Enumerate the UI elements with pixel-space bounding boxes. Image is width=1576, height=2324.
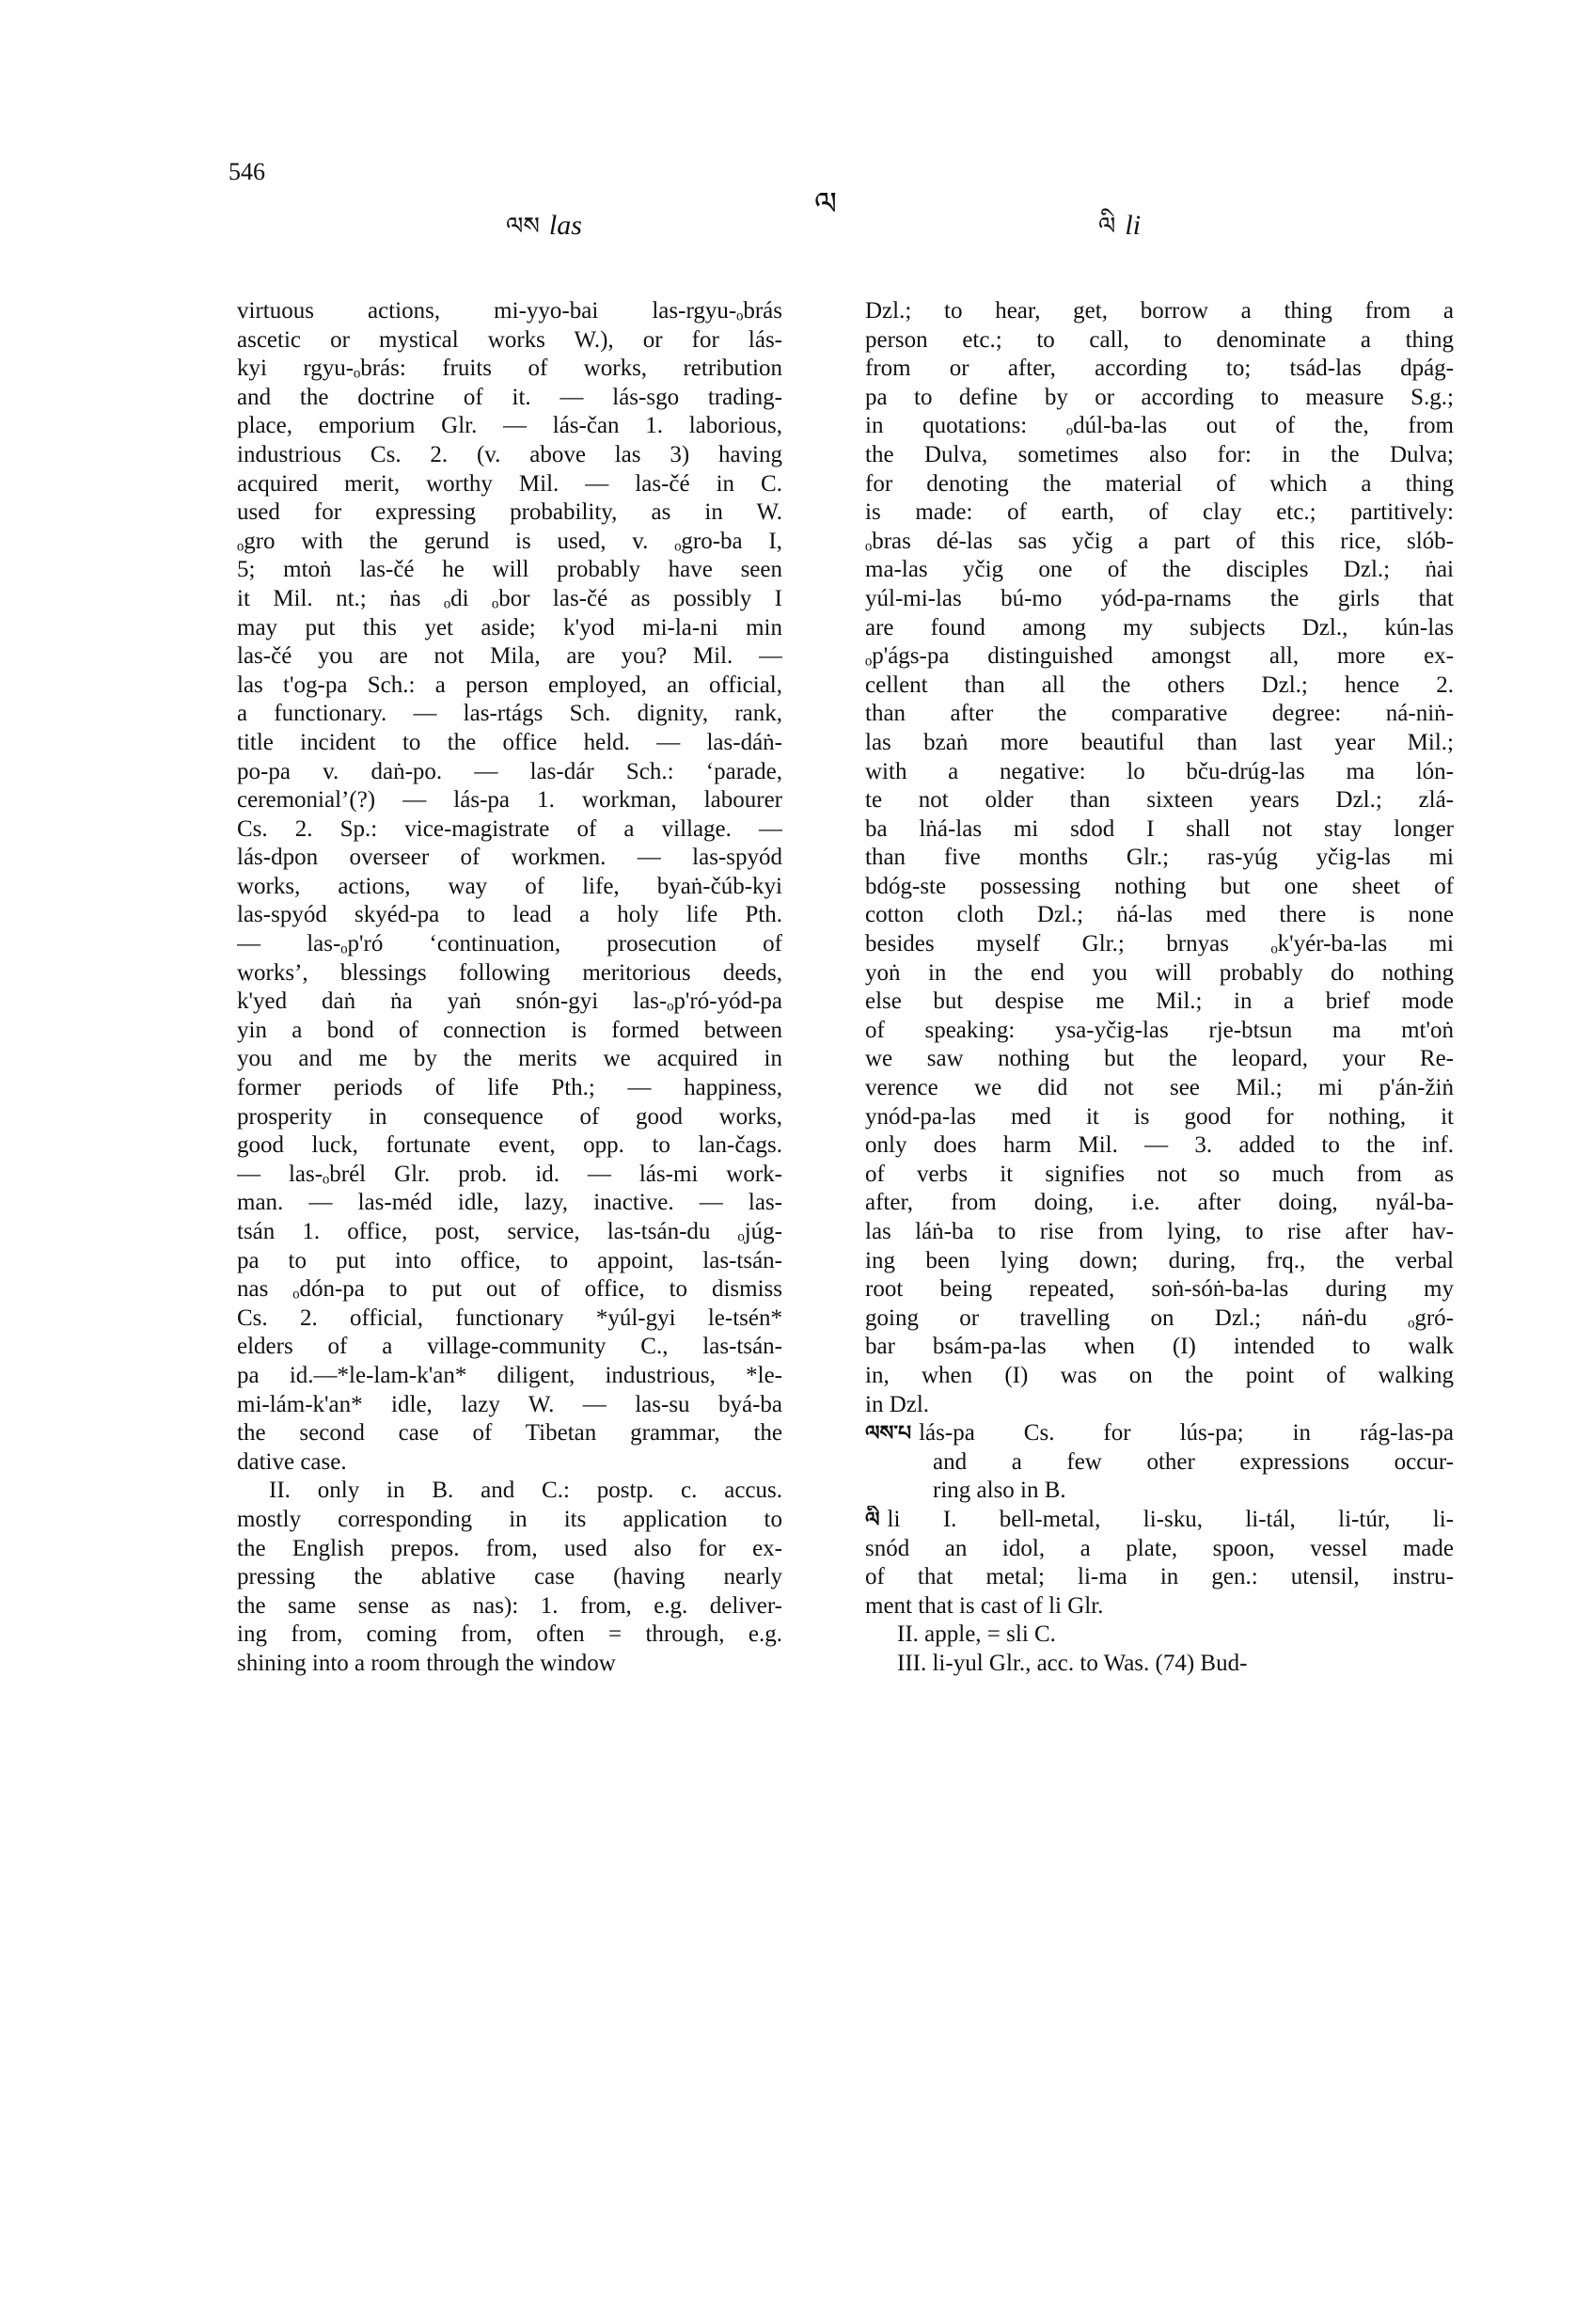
line-text: the second case of Tibetan grammar, the: [237, 1420, 782, 1447]
line-text: lás-pa Cs. for lús-pa; in rág-las-pa: [919, 1420, 1454, 1447]
line-text: industrious Cs. 2. (v. above las 3) having: [237, 441, 782, 467]
line-text: from or after, according to; tsád-las dpág-: [865, 356, 1454, 382]
text-line: [237, 815, 782, 845]
page-number: 546: [229, 158, 265, 185]
line-text: po-pa v. daṅ-po. — las-dár Sch.: ‘parade,: [237, 758, 782, 784]
line-text: pa id.—*le-lam-k'an* diligent, industrious, *le-: [237, 1362, 782, 1388]
line-text: in Dzl.: [865, 1391, 930, 1417]
line-text: the English prepos. from, used also for ex-: [237, 1535, 782, 1561]
text-line: [237, 1563, 782, 1592]
line-text: Cs. 2. official, functionary *yúl-gyi le-tsén*: [237, 1304, 782, 1331]
line-text: cotton cloth Dzl.; ṅá-las med there is none: [865, 902, 1454, 928]
line-text: prosperity in consequence of good works,: [237, 1103, 782, 1130]
line-text: verence we did not see Mil.; mi p'án-žiṅ: [865, 1075, 1454, 1101]
line-text: pressing the ablative case (having nearly: [237, 1564, 782, 1590]
line-text: ma-las yčig one of the disciples Dzl.; ṅai: [865, 557, 1454, 583]
text-line: [865, 355, 1454, 384]
text-line: [865, 672, 1454, 701]
right-guide-tibetan: ལི: [1098, 213, 1116, 241]
line-text: las láṅ-ba to rise from lying, to rise after hav-: [865, 1219, 1454, 1244]
line-text: bdóg-ste possessing nothing but one sheet of: [865, 873, 1454, 899]
line-text: for denoting the material of which a thing: [865, 470, 1454, 497]
text-line: [865, 1477, 1454, 1506]
entry-head-tibetan: ལི: [865, 1508, 880, 1532]
text-line: [237, 528, 782, 557]
text-line: [865, 441, 1454, 470]
line-text: ceremonial’(?) — lás-pa 1. workman, labourer: [237, 787, 782, 814]
text-line: [237, 1074, 782, 1103]
text-line: [237, 1650, 782, 1679]
text-line: [237, 959, 782, 988]
text-line: [865, 1304, 1454, 1334]
text-line: [865, 326, 1454, 356]
line-text: mostly corresponding in its application to: [237, 1506, 782, 1532]
text-line: [865, 959, 1454, 988]
text-line: [237, 614, 782, 643]
line-text: used for expressing probability, as in W.: [237, 499, 782, 526]
line-text: is made: of earth, of clay etc.; partitively:: [865, 499, 1454, 526]
line-text: of speaking: ysa-yčig-las rje-btsun ma mt'oṅ: [865, 1017, 1454, 1043]
text-line: [237, 1218, 782, 1247]
text-line: [237, 1017, 782, 1046]
line-text: yin a bond of connection is formed between: [237, 1017, 782, 1043]
line-text: lás-dpon overseer of workmen. — las-spyód: [237, 845, 782, 871]
line-text: may put this yet aside; k'yod mi-la-ni min: [237, 614, 782, 640]
text-line: [237, 1477, 782, 1506]
text-line: [237, 1535, 782, 1564]
text-line: [237, 1506, 782, 1535]
line-text: tsán 1. office, post, service, las-tsán-du ₒjúg-: [237, 1219, 782, 1244]
left-column: [237, 297, 782, 1679]
left-guide-word: [506, 199, 582, 268]
text-line: [865, 614, 1454, 643]
line-text: ascetic or mystical works W.), or for lás-: [237, 326, 782, 353]
text-line: [237, 1362, 782, 1391]
text-line: [865, 1247, 1454, 1276]
line-text: only does harm Mil. — 3. added to the inf.: [865, 1132, 1454, 1159]
text-line: [237, 786, 782, 815]
text-line: [237, 901, 782, 930]
text-line: [237, 930, 782, 959]
text-line: [237, 1103, 782, 1132]
line-text: going or travelling on Dzl.; náṅ-du ₒgró-: [865, 1304, 1454, 1331]
text-line: [865, 758, 1454, 787]
line-text: yoṅ in the end you will probably do nothing: [865, 959, 1454, 986]
line-text: you and me by the merits we acquired in: [237, 1046, 782, 1072]
line-text: else but despise me Mil.; in a brief mode: [865, 988, 1454, 1015]
line-text: las bzaṅ more beautiful than last year Mil.;: [865, 729, 1454, 755]
text-line: [237, 988, 782, 1017]
line-text: ba lṅá-las mi sdod I shall not stay longer: [865, 815, 1454, 842]
text-line: [237, 1448, 782, 1478]
line-text: II. only in B. and C.: postp. c. accus.: [269, 1478, 782, 1504]
text-line: [865, 729, 1454, 758]
text-line: [865, 1592, 1454, 1621]
line-text: title incident to the office held. — las-dáṅ-: [237, 729, 782, 755]
line-text: of verbs it signifies not so much from as: [865, 1161, 1454, 1187]
line-text: mi-lám-k'an* idle, lazy W. — las-su byá-ba: [237, 1391, 782, 1417]
line-text: person etc.; to call, to denominate a thing: [865, 326, 1454, 353]
line-text: and a few other expressions occur-: [933, 1448, 1454, 1475]
text-line: [865, 873, 1454, 902]
right-column: [865, 297, 1454, 1679]
text-line: [865, 1017, 1454, 1046]
right-guide-word: [1098, 199, 1141, 268]
text-line: [865, 498, 1454, 528]
text-line: [237, 1275, 782, 1304]
text-line: [237, 1189, 782, 1218]
text-line: [237, 873, 782, 902]
line-text: place, emporium Glr. — lás-čan 1. laborious,: [237, 413, 782, 439]
line-text: Dzl.; to hear, get, borrow a thing from a: [865, 298, 1454, 324]
line-text: Cs. 2. Sp.: vice-magistrate of a village. —: [237, 815, 782, 842]
line-text: acquired merit, worthy Mil. — las-čé in C.: [237, 470, 782, 497]
line-text: it Mil. nt.; ṅas ₒdi ₒbor las-čé as possibly I: [237, 585, 782, 611]
text-line: [237, 470, 782, 499]
text-line: [865, 930, 1454, 959]
line-text: 5; mtoṅ las-čé he will probably have seen: [237, 557, 782, 583]
text-line: [865, 1333, 1454, 1362]
text-line: [865, 1563, 1454, 1592]
text-line: [237, 1247, 782, 1276]
line-text: than after the comparative degree: ná-niṅ-: [865, 701, 1454, 727]
text-line: [237, 844, 782, 873]
text-line: [237, 1391, 782, 1420]
text-line: [865, 297, 1454, 326]
line-text: ing been lying down; during, frq., the verbal: [865, 1247, 1454, 1273]
line-text: ₒgro with the gerund is used, v. ₒgro-ba I,: [237, 528, 782, 554]
text-line: [865, 700, 1454, 729]
line-text: of that metal; li-ma in gen.: utensil, instru-: [865, 1564, 1454, 1590]
text-line: [237, 729, 782, 758]
text-line: [237, 1620, 782, 1650]
text-line: [865, 1535, 1454, 1564]
line-text: good luck, fortunate event, opp. to lan-čags.: [237, 1132, 782, 1159]
entry-head-tibetan: ལས་པ: [865, 1422, 912, 1447]
line-text: works, actions, way of life, byaṅ-čúb-kyi: [237, 873, 782, 899]
text-line: [237, 758, 782, 787]
text-line: [865, 901, 1454, 930]
text-line: [865, 1362, 1454, 1391]
line-text: k'yed daṅ ṅa yaṅ snón-gyi las-ₒp'ró-yód-pa: [237, 988, 782, 1015]
text-line: [865, 1275, 1454, 1304]
text-line: [865, 1448, 1454, 1478]
line-text: nas ₒdón-pa to put out of office, to dismiss: [237, 1276, 782, 1303]
line-text: dative case.: [237, 1448, 347, 1475]
line-text: shining into a room through the window: [237, 1650, 616, 1676]
text-line: [865, 1161, 1454, 1190]
text-line: [865, 1650, 1454, 1679]
text-line: [865, 1620, 1454, 1650]
line-text: with a negative: lo bču-drúg-las ma lón-: [865, 758, 1454, 784]
line-text: cellent than all the others Dzl.; hence 2.: [865, 672, 1454, 698]
text-line: [237, 585, 782, 614]
text-line: [865, 1189, 1454, 1218]
text-line: [865, 988, 1454, 1017]
line-text: ₒp'ágs-pa distinguished amongst all, more ex-: [865, 643, 1454, 670]
text-line: [865, 585, 1454, 614]
line-text: ₒbras dé-las sas yčig a part of this rice, slób-: [865, 528, 1454, 554]
text-line: [237, 672, 782, 701]
text-line: [865, 1045, 1454, 1074]
line-text: we saw nothing but the leopard, your Re-: [865, 1046, 1454, 1072]
line-text: II. apple, = sli C.: [897, 1621, 1056, 1648]
line-text: ynód-pa-las med it is good for nothing, it: [865, 1103, 1454, 1130]
line-text: pa to define by or according to measure S.g.;: [865, 384, 1454, 410]
text-line: [237, 498, 782, 528]
text-line: [237, 412, 782, 441]
line-text: pa to put into office, to appoint, las-tsán-: [237, 1247, 782, 1273]
text-line: [865, 1218, 1454, 1247]
line-text: the Dulva, sometimes also for: in the Dulva;: [865, 441, 1454, 467]
text-line: [865, 556, 1454, 585]
left-guide-latin: las: [548, 210, 582, 241]
line-text: former periods of life Pth.; — happiness,: [237, 1075, 782, 1101]
text-line: [865, 412, 1454, 441]
text-line: [237, 297, 782, 326]
text-line: [865, 384, 1454, 413]
text-line: [865, 1131, 1454, 1161]
line-text: yúl-mi-las bú-mo yód-pa-rnams the girls that: [865, 585, 1454, 611]
right-guide-latin: li: [1125, 210, 1142, 241]
text-line: [237, 441, 782, 470]
line-text: III. li-yul Glr., acc. to Was. (74) Bud-: [897, 1650, 1248, 1676]
line-text: are found among my subjects Dzl., kún-las: [865, 614, 1454, 640]
line-text: in quotations: ₒdúl-ba-las out of the, from: [865, 413, 1454, 439]
line-text: — las-ₒp'ró ‘continuation, prosecution of: [237, 931, 782, 957]
text-line: [237, 1161, 782, 1190]
line-text: te not older than sixteen years Dzl.; zlá-: [865, 787, 1454, 814]
text-line: [237, 1045, 782, 1074]
line-text: las-spyód skyéd-pa to lead a holy life Pth.: [237, 902, 782, 928]
line-text: las t'og-pa Sch.: a person employed, an official,: [237, 672, 782, 698]
text-line: [237, 384, 782, 413]
text-line: [237, 1333, 782, 1362]
line-text: virtuous actions, mi-yyo-bai las-rgyu-ₒbrás: [237, 298, 782, 324]
line-text: and the doctrine of it. — lás-sgo trading-: [237, 384, 782, 410]
line-text: snód an idol, a plate, spoon, vessel made: [865, 1535, 1454, 1561]
line-text: besides myself Glr.; brnyas ₒk'yér-ba-las mi: [865, 931, 1454, 957]
line-text: ing from, coming from, often = through, e.g.: [237, 1621, 782, 1648]
text-line: [237, 1592, 782, 1621]
line-text: a functionary. — las-rtágs Sch. dignity, rank,: [237, 701, 782, 727]
left-guide-tibetan: ལས: [506, 213, 540, 241]
line-text: ring also in B.: [933, 1478, 1066, 1504]
line-text: than five months Glr.; ras-yúg yčig-las mi: [865, 845, 1454, 871]
line-text: after, from doing, i.e. after doing, nyál-ba-: [865, 1190, 1454, 1216]
line-text: bar bsám-pa-las when (I) intended to walk: [865, 1334, 1454, 1360]
text-line: [865, 528, 1454, 557]
line-text: works’, blessings following meritorious deeds,: [237, 959, 782, 986]
text-line: [237, 1419, 782, 1448]
text-line: [865, 470, 1454, 499]
line-text: las-čé you are not Mila, are you? Mil. —: [237, 643, 782, 670]
line-text: ment that is cast of li Glr.: [865, 1592, 1104, 1619]
text-line: [237, 556, 782, 585]
text-line: [237, 1131, 782, 1161]
section-letter: ལ: [814, 185, 838, 223]
text-line: [237, 1304, 782, 1334]
line-text: root being repeated, soṅ-sóṅ-ba-las during my: [865, 1276, 1454, 1303]
text-line: [237, 642, 782, 672]
text-line: [865, 1391, 1454, 1420]
line-text: man. — las-méd idle, lazy, inactive. — las-: [237, 1190, 782, 1216]
text-line: [865, 1419, 1454, 1448]
text-line: [865, 786, 1454, 815]
line-text: li I. bell-metal, li-sku, li-tál, li-túr, li-: [887, 1506, 1454, 1532]
text-line: [865, 1074, 1454, 1103]
line-text: kyi rgyu-ₒbrás: fruits of works, retribution: [237, 356, 782, 382]
text-line: [865, 1506, 1454, 1535]
line-text: in, when (I) was on the point of walking: [865, 1362, 1454, 1388]
line-text: the same sense as nas): 1. from, e.g. deliver-: [237, 1592, 782, 1619]
line-text: elders of a village-community C., las-tsán-: [237, 1334, 782, 1360]
text-line: [237, 700, 782, 729]
text-line: [237, 326, 782, 356]
text-line: [865, 815, 1454, 845]
text-line: [237, 355, 782, 384]
line-text: — las-ₒbrél Glr. prob. id. — lás-mi work-: [237, 1161, 782, 1187]
text-line: [865, 1103, 1454, 1132]
text-line: [865, 642, 1454, 672]
text-line: [865, 844, 1454, 873]
